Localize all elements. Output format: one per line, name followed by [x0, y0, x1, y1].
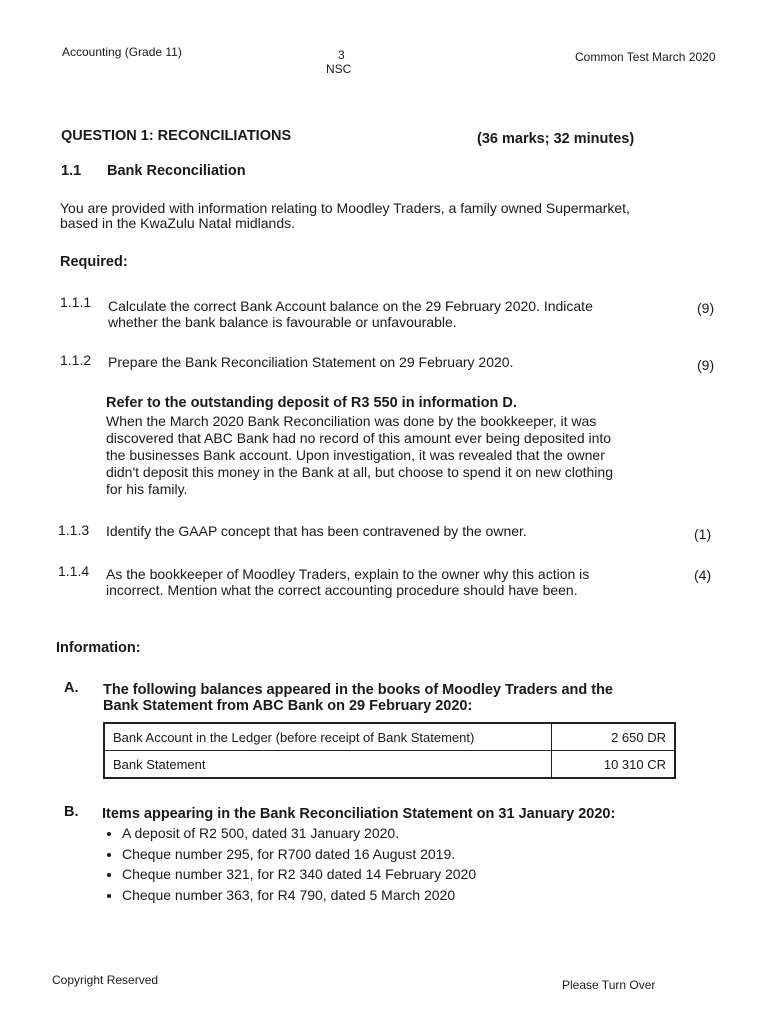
reconciliation-items-list — [96, 823, 476, 905]
intro-line-2: based in the KwaZulu Natal midlands. — [60, 215, 296, 231]
deposit-note-line: the businesses Bank account. Upon investigation, it was revealed that the owner — [106, 447, 605, 463]
info-a-heading: The following balances appeared in the books of Moodley Traders and the — [103, 682, 613, 698]
list-item: • Cheque number 295, for R700 dated 16 August 2019. — [122, 844, 476, 865]
intro-line-1: You are provided with information relating to Moodley Traders, a family owned Supermarket, — [60, 200, 630, 216]
subquestion-text: Calculate the correct Bank Account balance on the 29 February 2020. Indicate — [108, 298, 593, 314]
subquestion-number: 1.1.3 — [58, 522, 90, 538]
footer-copyright: Copyright Reserved — [52, 973, 159, 987]
question-marks-time: (36 marks; 32 minutes) — [477, 131, 635, 147]
required-label: Required: — [60, 254, 128, 270]
subquestion-text: Identify the GAAP concept that has been contravened by the owner. — [106, 523, 527, 539]
subquestion-text: whether the bank balance is favourable or unfavourable. — [108, 314, 457, 330]
balance-value: 2 650 DR — [552, 723, 676, 751]
subquestion-number: 1.1.1 — [60, 294, 92, 310]
info-a-letter: A. — [64, 680, 79, 696]
footer-turn-over: Please Turn Over — [562, 978, 656, 992]
deposit-note-line: When the March 2020 Bank Reconciliation was done by the bookkeeper, it was — [106, 413, 597, 429]
list-item: • A deposit of R2 500, dated 31 January 2020. — [122, 823, 476, 844]
deposit-note-line: discovered that ABC Bank had no record of this amount ever being deposited into — [106, 430, 612, 446]
list-item: • Cheque number 321, for R2 340 dated 14 February 2020 — [122, 864, 476, 885]
subquestion-marks: (4) — [694, 567, 712, 583]
balance-label: Bank Account in the Ledger (before receipt of Bank Statement) — [104, 723, 552, 751]
info-a-heading: Bank Statement from ABC Bank on 29 February 2020: — [103, 698, 473, 714]
subquestion-text: As the bookkeeper of Moodley Traders, explain to the owner why this action is — [106, 566, 590, 582]
subquestion-marks: (9) — [697, 357, 715, 373]
header-subject: Accounting (Grade 11) — [62, 45, 182, 59]
balance-label: Bank Statement — [104, 751, 552, 779]
header-test-name: Common Test March 2020 — [575, 50, 716, 64]
balance-value: 10 310 CR — [552, 751, 676, 779]
section-number: 1.1 — [61, 163, 82, 179]
table-row — [104, 723, 675, 751]
subquestion-number: 1.1.4 — [58, 563, 90, 579]
question-title: QUESTION 1: RECONCILIATIONS — [61, 128, 292, 144]
info-b-letter: B. — [64, 804, 79, 820]
header-page-number: 3 — [338, 48, 345, 62]
deposit-note-line: for his family. — [106, 481, 188, 497]
subquestion-marks: (1) — [694, 526, 712, 542]
information-label: Information: — [56, 640, 141, 656]
info-b-heading: Items appearing in the Bank Reconciliation Statement on 31 January 2020: — [102, 806, 616, 822]
subquestion-text: incorrect. Mention what the correct accounting procedure should have been. — [106, 582, 578, 598]
table-row — [104, 751, 675, 779]
list-item: • Cheque number 363, for R4 790, dated 5 March 2020 — [122, 885, 476, 906]
deposit-note-line: didn't deposit this money in the Bank at all, but choose to spend it on new clothing — [106, 464, 613, 480]
subquestion-marks: (9) — [697, 300, 715, 316]
balances-table — [103, 722, 676, 779]
subquestion-number: 1.1.2 — [60, 352, 92, 368]
section-title: Bank Reconciliation — [107, 163, 246, 179]
deposit-note-heading: Refer to the outstanding deposit of R3 550 in information D. — [106, 395, 517, 411]
header-exam-code: NSC — [326, 62, 352, 76]
subquestion-text: Prepare the Bank Reconciliation Statement on 29 February 2020. — [108, 354, 514, 370]
